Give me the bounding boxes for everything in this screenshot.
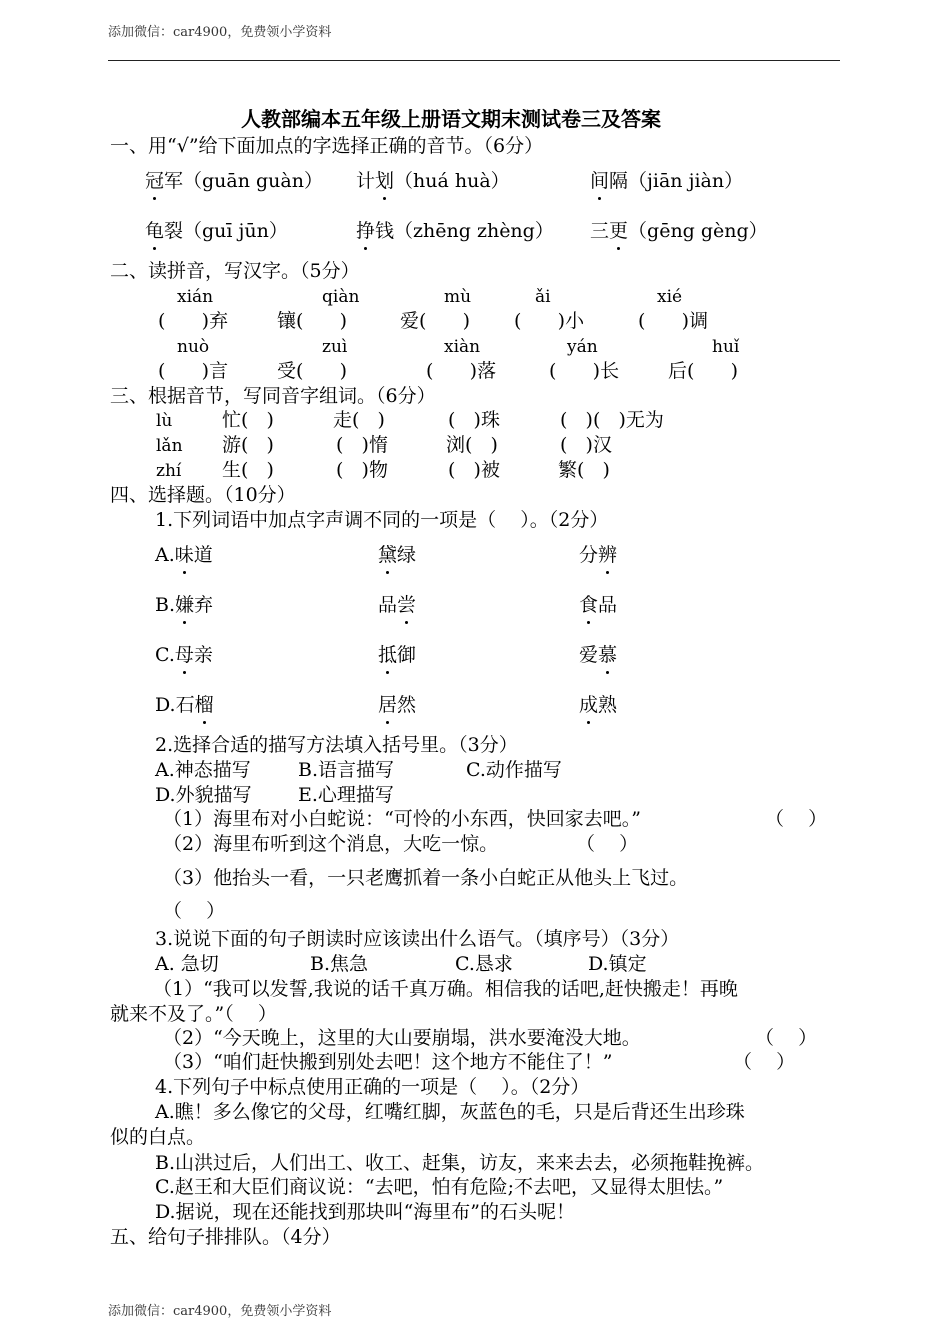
answer-blank: （ ）: [163, 900, 226, 922]
blank: ( )被: [448, 459, 500, 481]
q1-option: 食品: [579, 594, 618, 616]
q4-option-a: A.瞧！多么像它的父母，红嘴红脚，灰蓝色的毛，只是后背还生出珍珠: [155, 1101, 745, 1123]
pinyin: xiàn: [444, 337, 481, 357]
q3-option: B.焦急: [310, 953, 369, 975]
blank: ( )小: [514, 310, 585, 332]
blank: ( )落: [426, 360, 497, 382]
q4-option-c: C.赵王和大臣们商议说：“去吧，怕有危险;不去吧，又显得太胆怯。”: [155, 1176, 724, 1198]
s1-item: 间隔（jiān jiàn）: [590, 170, 744, 192]
blank: ( )汉: [560, 434, 612, 456]
answer-blank: （ ）: [765, 808, 828, 830]
q3-option: C.恳求: [455, 953, 513, 975]
blank: ( )珠: [448, 409, 500, 431]
blank: ( )物: [336, 459, 388, 481]
q4-option-a-cont: 似的白点。: [110, 1126, 206, 1148]
q1-option: 爱慕: [579, 644, 618, 666]
blank: ( )长: [549, 360, 620, 382]
header-rule: [108, 60, 840, 61]
blank: 后( ): [668, 360, 739, 382]
q1-option: 抵御: [378, 644, 417, 666]
section-3-heading: 三、根据音节，写同音字组词。（6分）: [110, 385, 436, 407]
page-title: 人教部编本五年级上册语文期末测试卷三及答案: [241, 107, 661, 131]
q2-stem: 2.选择合适的描写方法填入括号里。（3分）: [155, 734, 518, 756]
q3-option: D.镇定: [588, 953, 647, 975]
q2-option: B.语言描写: [298, 759, 395, 781]
blank: 受( ): [277, 360, 348, 382]
q3-sentence: （1）“我可以发誓,我说的话千真万确。相信我的话吧,赶快搬走！再晚: [153, 978, 738, 1000]
emphasis-dot-char: 嫌: [175, 594, 195, 616]
emphasis-dot-char: 更: [609, 220, 629, 242]
blank: 爱( ): [400, 310, 471, 332]
pinyin: yán: [567, 337, 598, 357]
blank: 浏( ): [446, 434, 498, 456]
emphasis-dot-char: 味: [174, 544, 194, 566]
pinyin: zuì: [322, 337, 348, 357]
pinyin: lǎn: [156, 436, 183, 456]
pinyin: qiàn: [322, 287, 360, 307]
s1-item: 龟裂（guī jūn）: [145, 220, 288, 242]
q1-option: 品尝: [378, 594, 417, 616]
q1-option: B.嫌弃: [155, 594, 214, 616]
s1-item: 计划（huá huà）: [356, 170, 510, 192]
header-watermark: 添加微信：car4900，免费领小学资料: [108, 25, 332, 40]
pinyin: lù: [156, 411, 173, 431]
blank: 繁( ): [558, 459, 610, 481]
q2-option: C.动作描写: [466, 759, 562, 781]
q3-stem: 3.说说下面的句子朗读时应该读出什么语气。（填序号）（3分）: [155, 928, 680, 950]
q2-option: E.心理描写: [298, 784, 394, 806]
footer-watermark: 添加微信：car4900，免费领小学资料: [108, 1304, 332, 1319]
blank: 忙( ): [222, 409, 274, 431]
q1-option: 黛绿: [378, 544, 417, 566]
section-1-heading: 一、用“√”给下面加点的字选择正确的音节。（6分）: [110, 135, 544, 157]
emphasis-dot-char: 抵: [378, 644, 398, 666]
emphasis-dot-char: 辨: [598, 544, 618, 566]
blank: 游( ): [222, 434, 274, 456]
q3-sentence: （2）“今天晚上，这里的大山要崩塌，洪水要淹没大地。: [163, 1027, 641, 1049]
q3-sentence: （3）“咱们赶快搬到别处去吧！这个地方不能住了！”: [163, 1051, 613, 1073]
blank: ( )言: [158, 360, 229, 382]
blank: 走( ): [333, 409, 385, 431]
q1-option: 居然: [378, 694, 417, 716]
emphasis-dot-char: 冠: [145, 170, 165, 192]
emphasis-dot-char: 母: [174, 644, 194, 666]
q2-sentence: （1）海里布对小白蛇说：“可怜的小东西，快回家去吧。”: [163, 808, 642, 830]
q1-option: D.石榴: [155, 694, 214, 716]
pinyin: nuò: [177, 337, 210, 357]
q4-option-d: D.据说，现在还能找到那块叫“海里布”的石头呢！: [155, 1201, 576, 1223]
blank: ( )惰: [336, 434, 388, 456]
blank: ( )( )无为: [560, 409, 664, 431]
q4-option-b: B.山洪过后，人们出工、收工、赶集，访友，来来去去，必须拖鞋挽裤。: [155, 1152, 765, 1174]
s1-item: 挣钱（zhēng zhèng）: [356, 220, 554, 242]
q1-option: C.母亲: [155, 644, 213, 666]
blank: 镶( ): [277, 310, 348, 332]
q3-option: A. 急切: [155, 953, 219, 975]
blank: ( )调: [638, 310, 709, 332]
pinyin: zhí: [156, 461, 182, 481]
pinyin: mù: [444, 287, 472, 307]
answer-blank: （ ）: [755, 1027, 818, 1049]
emphasis-dot-char: 龟: [145, 220, 165, 242]
q1-option: 成熟: [579, 694, 618, 716]
q2-option: D.外貌描写: [155, 784, 252, 806]
q1-option: 分辨: [579, 544, 618, 566]
answer-blank: （ ）: [576, 833, 639, 855]
answer-blank: （ ）: [733, 1051, 796, 1073]
section-5-heading: 五、给句子排排队。（4分）: [110, 1226, 341, 1248]
emphasis-dot-char: 划: [375, 170, 395, 192]
q2-sentence: （2）海里布听到这个消息，大吃一惊。: [163, 833, 499, 855]
q4-stem: 4.下列句子中标点使用正确的一项是（ ）。（2分）: [155, 1076, 590, 1098]
q2-sentence: （3）他抬头一看，一只老鹰抓着一条小白蛇正从他头上飞过。: [163, 867, 689, 889]
q1-stem: 1.下列词语中加点字声调不同的一项是（ ）。（2分）: [155, 509, 609, 531]
emphasis-dot-char: 榴: [194, 694, 214, 716]
emphasis-dot-char: 尝: [397, 594, 417, 616]
q1-option: A.味道: [155, 544, 213, 566]
section-4-heading: 四、选择题。（10分）: [110, 484, 296, 506]
pinyin: ǎi: [535, 287, 551, 307]
q2-option: A.神态描写: [155, 759, 251, 781]
pinyin: xián: [177, 287, 214, 307]
emphasis-dot-char: 居: [378, 694, 398, 716]
blank: ( )弃: [158, 310, 229, 332]
emphasis-dot-char: 慕: [598, 644, 618, 666]
emphasis-dot-char: 成: [579, 694, 599, 716]
emphasis-dot-char: 挣: [356, 220, 376, 242]
pinyin: huǐ: [712, 337, 740, 357]
pinyin: xié: [657, 287, 683, 307]
emphasis-dot-char: 黛: [378, 544, 398, 566]
s1-item: 冠军（guān guàn）: [145, 170, 323, 192]
emphasis-dot-char: 间: [590, 170, 610, 192]
section-2-heading: 二、读拼音，写汉字。（5分）: [110, 260, 360, 282]
emphasis-dot-char: 食: [579, 594, 599, 616]
s1-item: 三更（gēng gèng）: [590, 220, 768, 242]
blank: 生( ): [222, 459, 274, 481]
q3-sentence: 就来不及了。”（ ）: [110, 1003, 277, 1025]
